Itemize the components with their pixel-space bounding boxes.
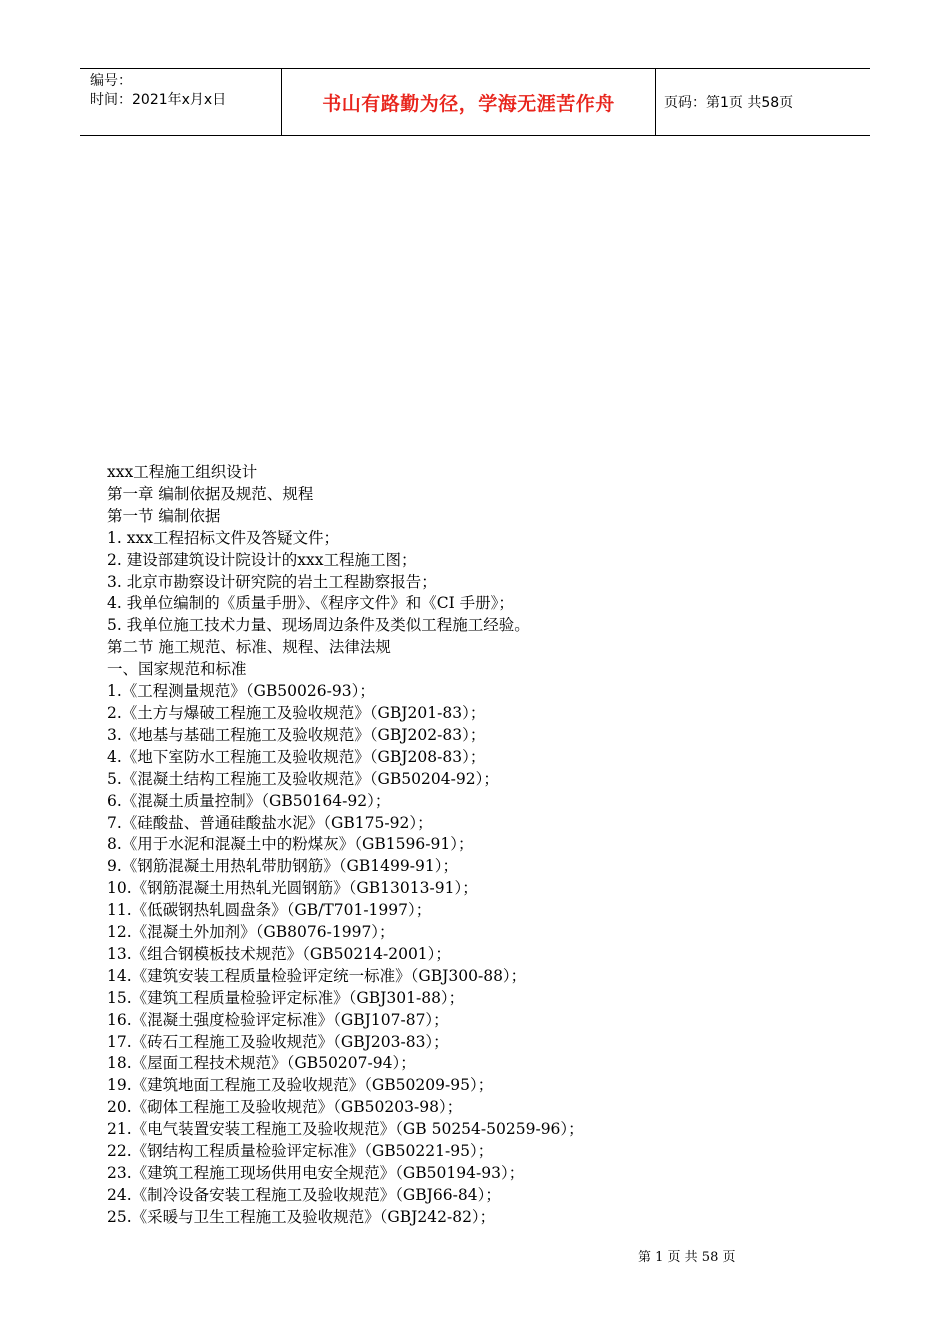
list-item: 23.《建筑工程施工现场供用电安全规范》（GB50194-93）；	[107, 1164, 525, 1182]
list-item: 14.《建筑安装工程质量检验评定统一标准》（GBJ300-88）；	[107, 966, 527, 985]
list-item: 9.《钢筋混凝土用热轧带肋钢筋》（GB1499-91）；	[107, 857, 458, 876]
chapter-heading: 第一章 编制依据及规范、规程	[107, 484, 314, 503]
list-item: 13.《组合钢模板技术规范》（GB50214-2001）；	[107, 944, 451, 963]
document-date: 时间：2021年x月x日	[90, 92, 227, 108]
list-item: 1.《工程测量规范》（GB50026-93）；	[107, 682, 375, 701]
list-item: 1. xxx工程招标文件及答疑文件；	[107, 528, 339, 547]
list-item: 25.《采暖与卫生工程施工及验收规范》（GBJ242-82）；	[107, 1207, 496, 1226]
list-item: 4.《地下室防水工程施工及验收规范》（GBJ208-83）；	[107, 747, 486, 766]
section-heading: 第二节 施工规范、标准、规程、法律法规	[107, 638, 391, 657]
list-item: 19.《建筑地面工程施工及验收规范》（GB50209-95）；	[107, 1076, 494, 1095]
list-item: 5. 我单位施工技术力量、现场周边条件及类似工程施工经验。	[107, 616, 530, 635]
list-item: 11.《低碳钢热轧圆盘条》（GB/T701-1997）；	[107, 901, 432, 920]
list-item: 3.《地基与基础工程施工及验收规范》（GBJ202-83）；	[107, 725, 486, 744]
list-item: 20.《砌体工程施工及验收规范》（GB50203-98）；	[107, 1098, 463, 1117]
document-number-label: 编号：	[90, 73, 132, 89]
subsection-heading: 一、国家规范和标准	[107, 660, 247, 679]
page-footer: 第 1 页 共 58 页	[638, 1250, 736, 1265]
list-item: 12.《混凝土外加剂》（GB8076-1997）；	[107, 923, 395, 942]
document-body	[107, 462, 827, 1229]
list-item: 21.《电气装置安装工程施工及验收规范》（GB 50254-50259-96）；	[107, 1120, 584, 1139]
list-item: 10.《钢筋混凝土用热轧光圆钢筋》（GB13013-91）；	[107, 879, 478, 898]
list-item: 18.《屋面工程技术规范》（GB50207-94）；	[107, 1054, 416, 1073]
list-item: 2.《土方与爆破工程施工及验收规范》（GBJ201-83）；	[107, 703, 486, 722]
list-item: 16.《混凝土强度检验评定标准》（GBJ107-87）；	[107, 1010, 449, 1029]
document-title: xxx工程施工组织设计	[107, 463, 258, 481]
list-item: 7.《硅酸盐、普通硅酸盐水泥》（GB175-92）；	[107, 813, 433, 832]
list-item: 4. 我单位编制的《质量手册》、《程序文件》和《CI 手册》；	[107, 594, 514, 613]
list-item: 3. 北京市勘察设计研究院的岩土工程勘察报告；	[107, 572, 437, 591]
page-header	[80, 68, 870, 136]
list-item: 8.《用于水泥和混凝土中的粉煤灰》（GB1596-91）；	[107, 835, 474, 854]
list-item: 15.《建筑工程质量检验评定标准》（GBJ301-88）；	[107, 988, 465, 1007]
list-item: 5.《混凝土结构工程施工及验收规范》（GB50204-92）；	[107, 769, 499, 788]
list-item: 6.《混凝土质量控制》（GB50164-92）；	[107, 791, 391, 810]
header-page-info: 页码：第1页 共58页	[664, 95, 794, 111]
header-motto: 书山有路勤为径，学海无涯苦作舟	[282, 69, 656, 135]
list-item: 2. 建设部建筑设计院设计的xxx工程施工图；	[107, 550, 417, 569]
header-meta-cell	[80, 69, 282, 135]
list-item: 24.《制冷设备安装工程施工及验收规范》（GBJ66-84）；	[107, 1185, 501, 1204]
list-item: 17.《砖石工程施工及验收规范》（GBJ203-83）；	[107, 1032, 449, 1051]
section-heading: 第一节 编制依据	[107, 506, 221, 525]
list-item: 22.《钢结构工程质量检验评定标准》（GB50221-95）；	[107, 1142, 494, 1161]
